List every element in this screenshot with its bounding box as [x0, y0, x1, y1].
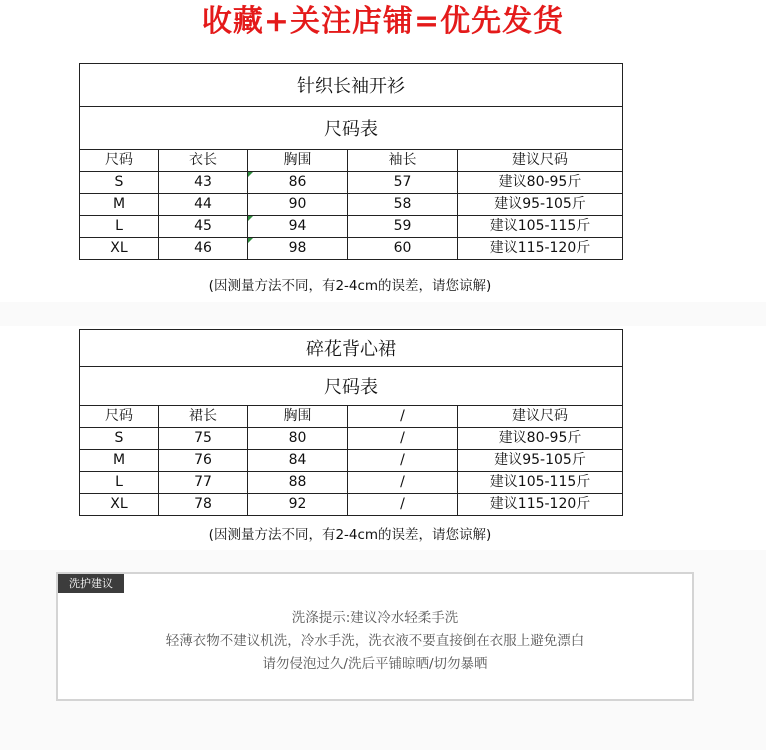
cell: 57 [348, 172, 458, 194]
header-cell: 尺码 [80, 406, 159, 428]
cell: / [348, 450, 458, 472]
cell: 80 [248, 428, 348, 450]
cell: / [348, 494, 458, 516]
divider-band [0, 302, 766, 326]
cell: 94 [248, 216, 348, 238]
cell: 建议80-95斤 [458, 172, 623, 194]
header-cell: / [348, 406, 458, 428]
care-line: 洗涤提示:建议冷水轻柔手洗 [291, 610, 459, 626]
table-row [80, 428, 623, 450]
cell: L [80, 216, 159, 238]
header-cell: 胸围 [248, 406, 348, 428]
header-cell: 胸围 [248, 150, 348, 172]
table-subtitle: 尺码表 [80, 107, 623, 150]
cell: 75 [159, 428, 248, 450]
cell: / [348, 472, 458, 494]
header-cell: 袖长 [348, 150, 458, 172]
header-cell: 尺码 [80, 150, 159, 172]
table-row [80, 194, 623, 216]
table-header-row [80, 406, 623, 428]
cell: 58 [348, 194, 458, 216]
table-row [80, 494, 623, 516]
care-tag: 洗护建议 [58, 574, 124, 593]
header-cell: 建议尺码 [458, 406, 623, 428]
cell: 建议115-120斤 [458, 238, 623, 260]
cell: 建议105-115斤 [458, 216, 623, 238]
cell: 76 [159, 450, 248, 472]
cell: 43 [159, 172, 248, 194]
table-row [80, 472, 623, 494]
cell: 90 [248, 194, 348, 216]
care-instructions-panel [56, 572, 694, 701]
cell: 建议95-105斤 [458, 194, 623, 216]
table-subtitle: 尺码表 [80, 367, 623, 406]
cell: 84 [248, 450, 348, 472]
cell: 建议80-95斤 [458, 428, 623, 450]
cell: 建议105-115斤 [458, 472, 623, 494]
cell: 92 [248, 494, 348, 516]
care-line: 轻薄衣物不建议机洗，冷水手洗，洗衣液不要直接倒在衣服上避免漂白 [165, 633, 585, 649]
cell: S [80, 172, 159, 194]
cell: 77 [159, 472, 248, 494]
cell: 86 [248, 172, 348, 194]
cell: 建议95-105斤 [458, 450, 623, 472]
table-row [80, 216, 623, 238]
cell: / [348, 428, 458, 450]
size-table-dress [79, 329, 623, 516]
cell: XL [80, 494, 159, 516]
cell: 98 [248, 238, 348, 260]
header-cell: 建议尺码 [458, 150, 623, 172]
cell: M [80, 194, 159, 216]
cell: 45 [159, 216, 248, 238]
size-table-cardigan [79, 63, 623, 260]
cell: L [80, 472, 159, 494]
table-title: 碎花背心裙 [80, 330, 623, 367]
cell: 59 [348, 216, 458, 238]
header-cell: 衣长 [159, 150, 248, 172]
promo-banner: 收藏+关注店铺=优先发货 [201, 4, 565, 39]
table-title: 针织长袖开衫 [80, 64, 623, 107]
table-row [80, 172, 623, 194]
cell: S [80, 428, 159, 450]
cell: XL [80, 238, 159, 260]
cell: 88 [248, 472, 348, 494]
cell: 建议115-120斤 [458, 494, 623, 516]
cell: 78 [159, 494, 248, 516]
cell: 46 [159, 238, 248, 260]
cell: 44 [159, 194, 248, 216]
cell: M [80, 450, 159, 472]
table-header-row [80, 150, 623, 172]
header-cell: 裙长 [159, 406, 248, 428]
care-line: 请勿侵泡过久/洗后平铺晾晒/切勿暴晒 [262, 656, 488, 672]
cell: 60 [348, 238, 458, 260]
measurement-note: (因测量方法不同，有2-4cm的误差，请您谅解) [208, 278, 492, 294]
table-row [80, 238, 623, 260]
measurement-note: (因测量方法不同，有2-4cm的误差，请您谅解) [208, 527, 492, 543]
table-row [80, 450, 623, 472]
